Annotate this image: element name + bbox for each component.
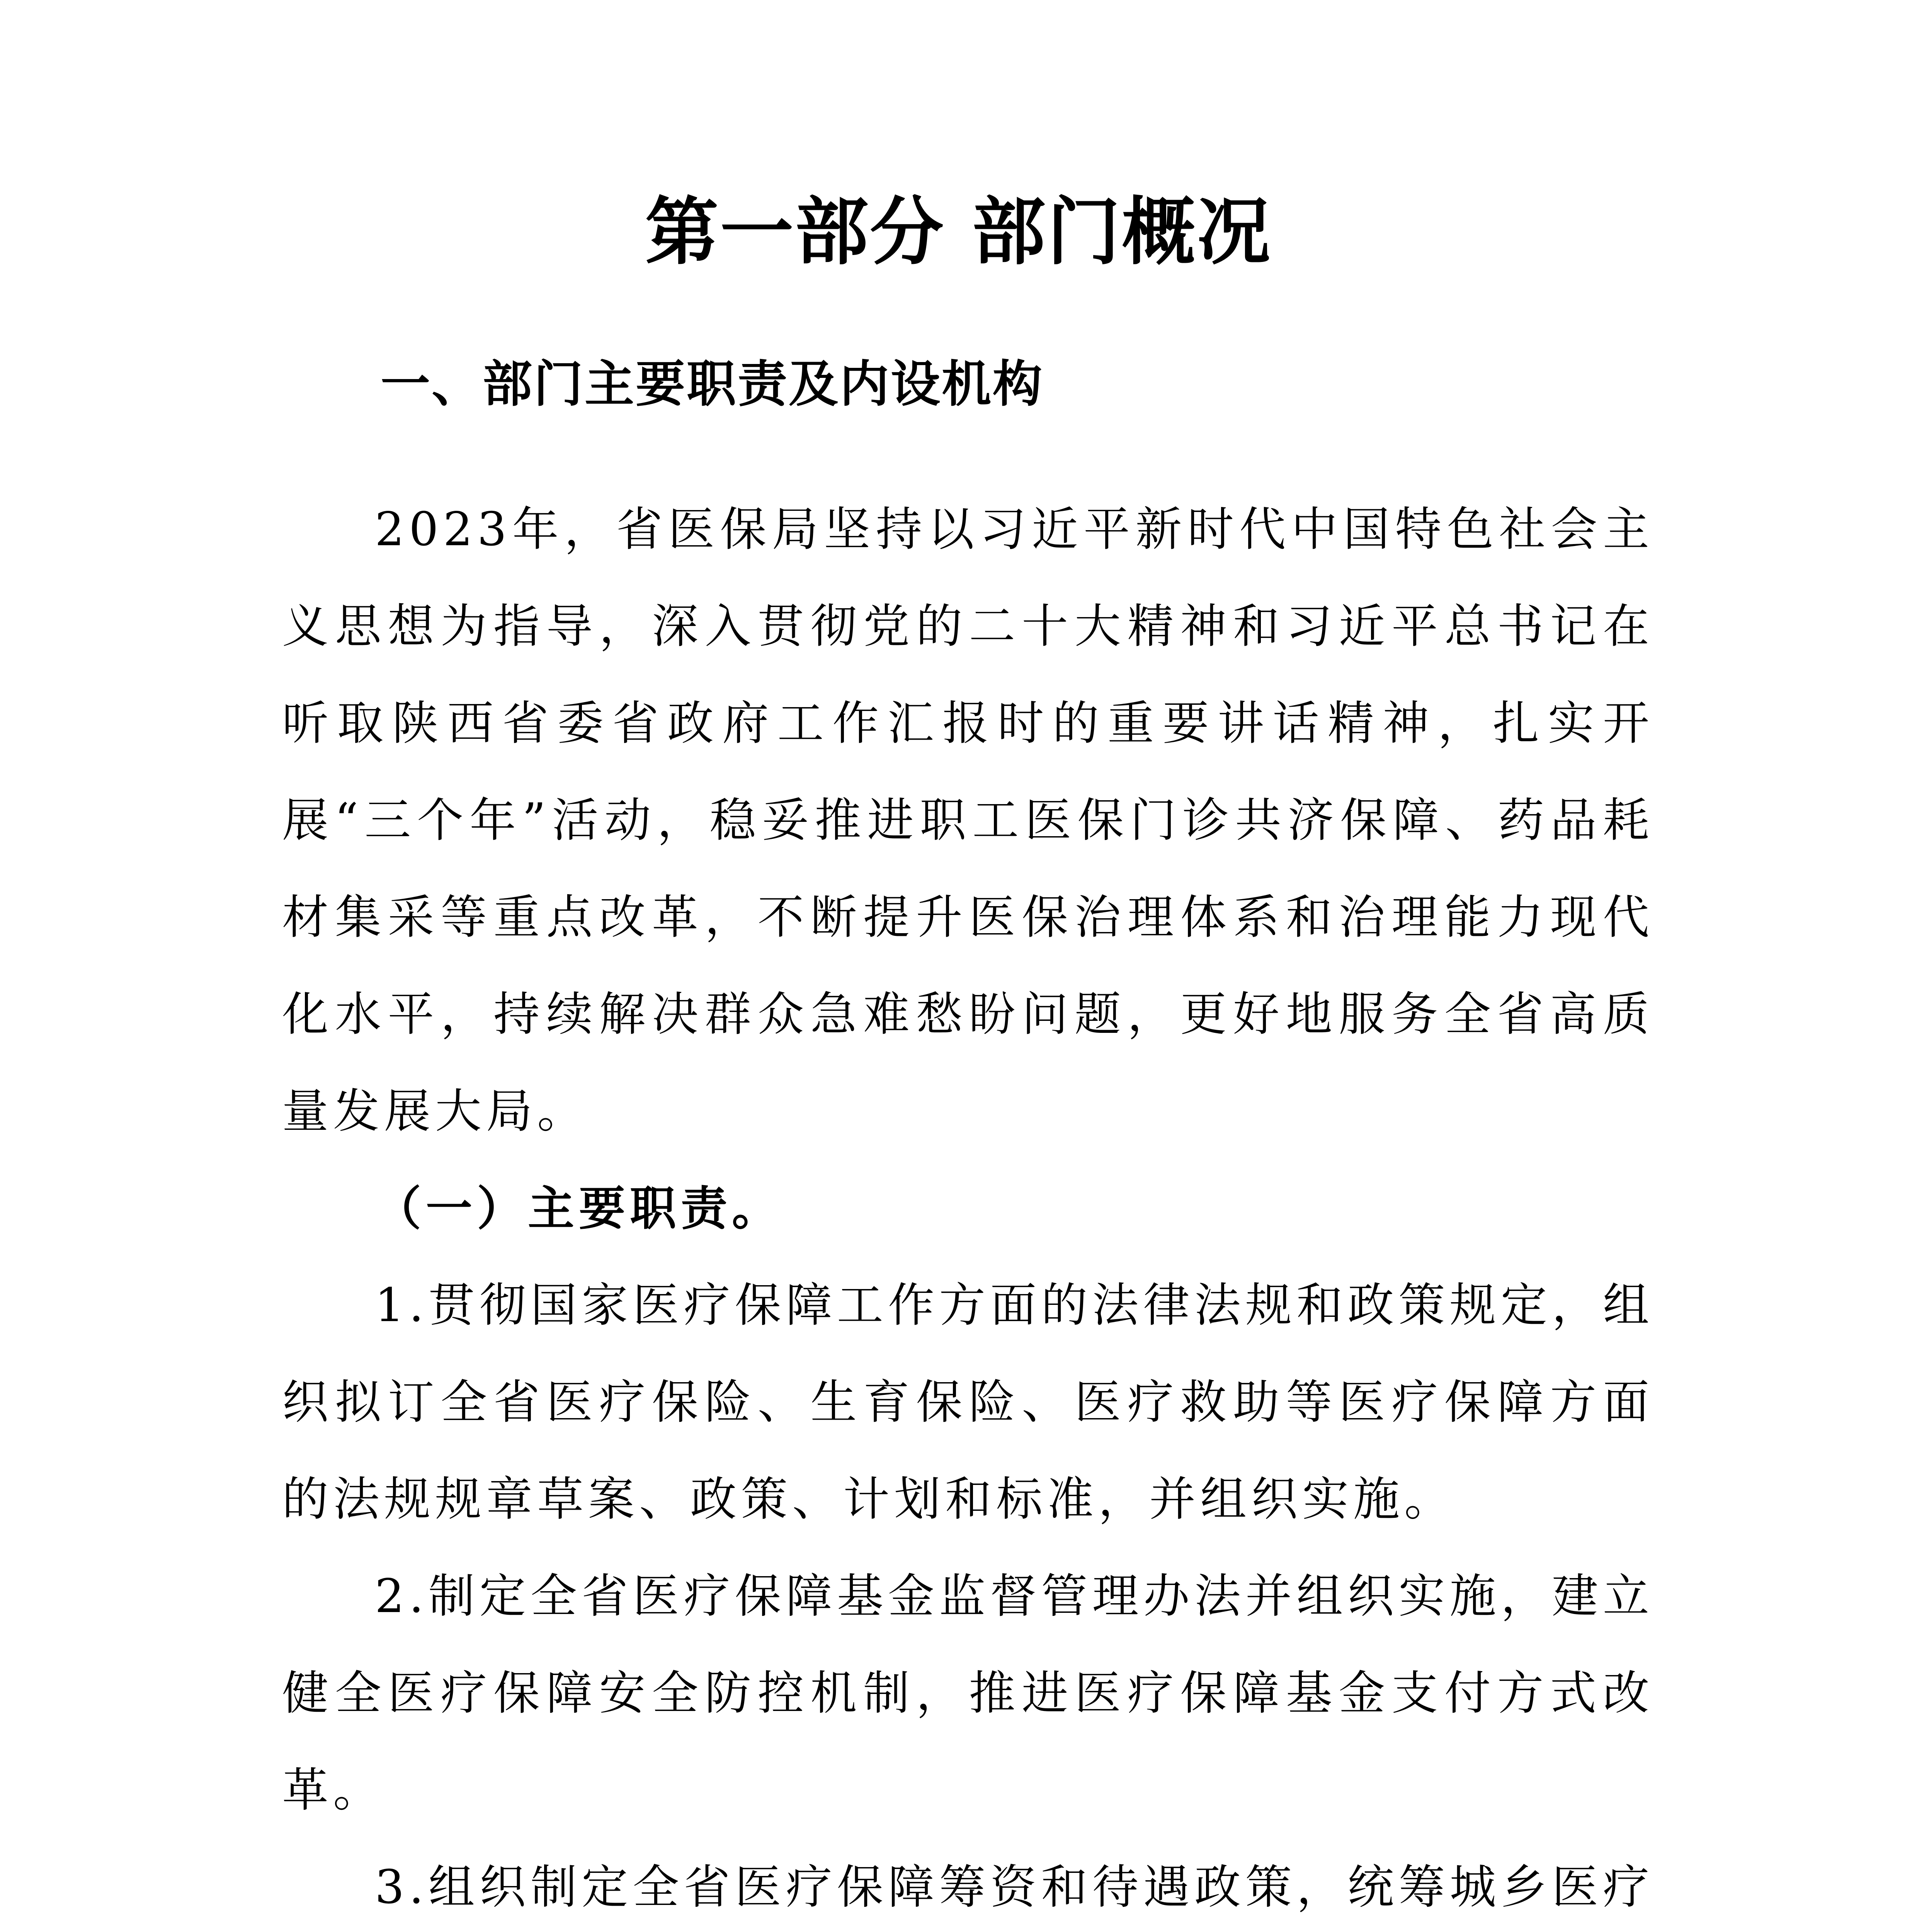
sub-heading: （一）主要职责。: [375, 1181, 783, 1236]
page-title: 第一部分 部门概况: [645, 189, 1272, 275]
document-body: [282, 481, 1654, 1932]
duty-item-1: 1.贯彻国家医疗保障工作方面的法律法规和政策规定，组织拟订全省医疗保险、生育保险、医疗救助等医疗保障方面的法规规章草案、政策、计划和标准，并组织实施。: [282, 1279, 1654, 1526]
section-heading: 一、部门主要职责及内设机构: [381, 355, 1044, 413]
duty-item-3: 3.组织制定全省医疗保障筹资和待遇政策，统筹城乡医疗: [375, 1861, 1654, 1914]
duty-item-2: 2.制定全省医疗保障基金监督管理办法并组织实施，建立健全医疗保障安全防控机制，推进医疗保障基金支付方式改革。: [282, 1570, 1654, 1817]
intro-paragraph: 2023年，省医保局坚持以习近平新时代中国特色社会主义思想为指导，深入贯彻党的二十大精神和习近平总书记在听取陕西省委省政府工作汇报时的重要讲话精神，扎实开展“三个年”活动，稳妥推进职工医保门诊共济保障、药品耗材集采等重点改革，不断提升医保治理体系和治理能力现代化水平，持续解决群众急难愁盼问题，更好地服务全省高质量发展大局。: [282, 503, 1654, 1138]
